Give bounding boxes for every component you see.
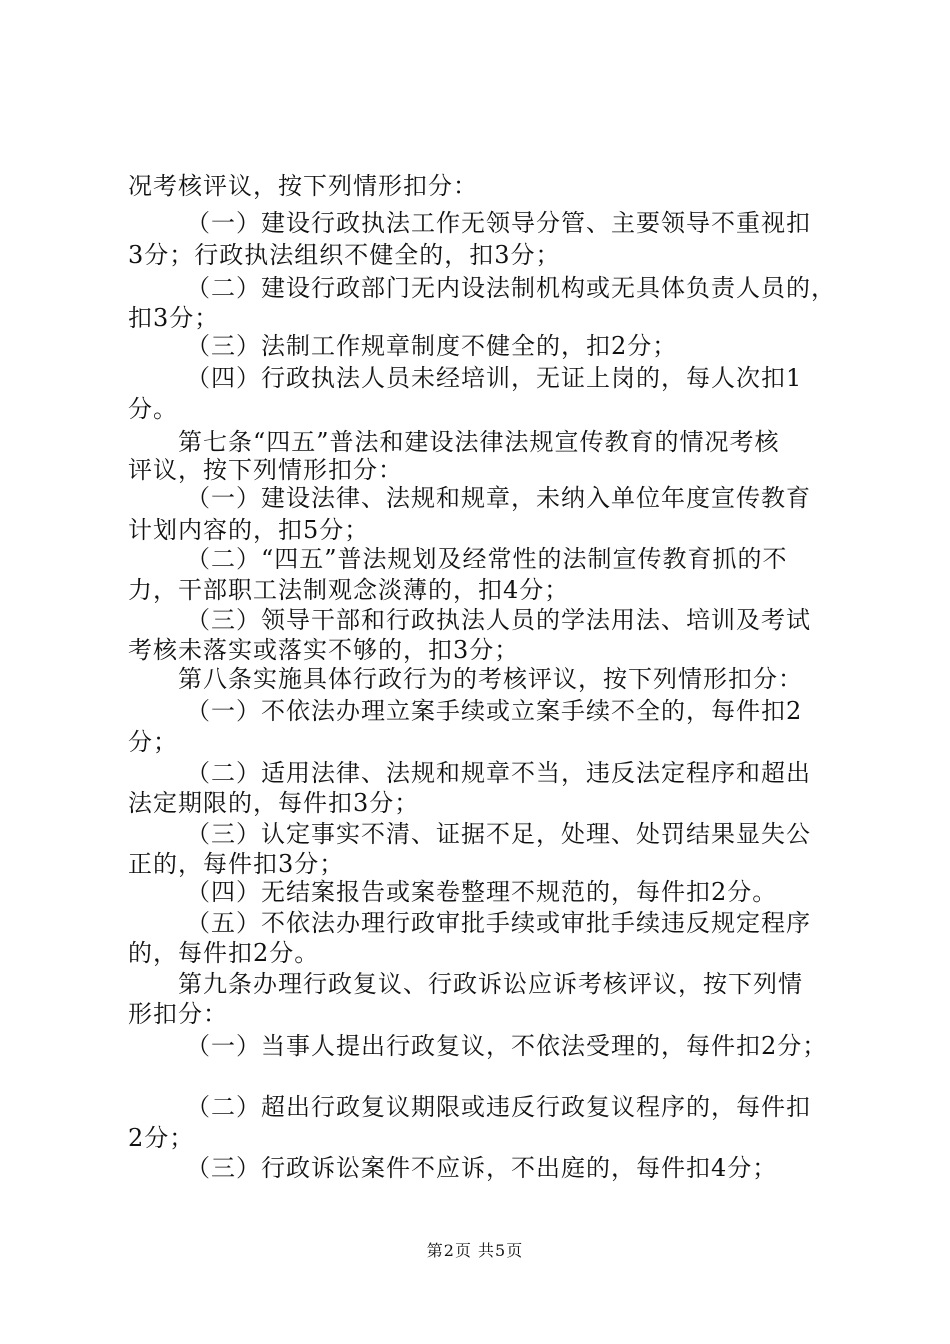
text-line: 形扣分： bbox=[128, 1000, 228, 1028]
text-line: 扣3分； bbox=[128, 304, 220, 332]
text-line: （一）不依法办理立案手续或立案手续不全的，每件扣2 bbox=[186, 697, 803, 725]
text-line: 计划内容的，扣5分； bbox=[128, 516, 370, 544]
text-line: 的，每件扣2分。 bbox=[128, 939, 320, 967]
text-line: （二）“四五”普法规划及经常性的法制宣传教育抓的不 bbox=[186, 545, 788, 573]
text-line: 况考核评议，按下列情形扣分： bbox=[128, 172, 478, 200]
text-line: （一）建设法律、法规和规章，未纳入单位年度宣传教育 bbox=[186, 484, 811, 512]
text-line: （五）不依法办理行政审批手续或审批手续违反规定程序 bbox=[186, 909, 811, 937]
text-line: （三）认定事实不清、证据不足，处理、处罚结果显失公 bbox=[186, 820, 811, 848]
text-line: 力，干部职工法制观念淡薄的，扣4分； bbox=[128, 576, 570, 604]
text-line: （三）领导干部和行政执法人员的学法用法、培训及考试 bbox=[186, 606, 811, 634]
text-line: （二）超出行政复议期限或违反行政复议程序的，每件扣 bbox=[186, 1093, 811, 1121]
text-line: （四）行政执法人员未经培训，无证上岗的，每人次扣1 bbox=[186, 364, 803, 392]
text-line: 评议，按下列情形扣分： bbox=[128, 456, 403, 484]
text-line: （二）适用法律、法规和规章不当，违反法定程序和超出 bbox=[186, 759, 811, 787]
text-line: 分。 bbox=[128, 395, 178, 423]
article-heading: 第七条“四五”普法和建设法律法规宣传教育的情况考核 bbox=[178, 428, 780, 456]
page-number-footer: 第2页 共5页 bbox=[426, 1241, 524, 1260]
text-line: 正的，每件扣3分； bbox=[128, 850, 345, 878]
text-line: 考核未落实或落实不够的，扣3分； bbox=[128, 636, 520, 664]
article-heading: 第八条实施具体行政行为的考核评议，按下列情形扣分： bbox=[178, 665, 803, 693]
article-heading: 第九条办理行政复议、行政诉讼应诉考核评议，按下列情 bbox=[178, 970, 803, 998]
text-line: 2分； bbox=[128, 1124, 195, 1152]
text-line: （四）无结案报告或案卷整理不规范的，每件扣2分。 bbox=[186, 878, 778, 906]
text-line: （一）当事人提出行政复议，不依法受理的，每件扣2分； bbox=[186, 1032, 828, 1060]
text-line: 分； bbox=[128, 728, 178, 756]
text-line: （二）建设行政部门无内设法制机构或无具体负责人员的， bbox=[186, 274, 836, 302]
text-line: （三）法制工作规章制度不健全的，扣2分； bbox=[186, 332, 678, 360]
text-line: （一）建设行政执法工作无领导分管、主要领导不重视扣 bbox=[186, 209, 811, 237]
text-line: 3分；行政执法组织不健全的，扣3分； bbox=[128, 241, 561, 269]
text-line: （三）行政诉讼案件不应诉，不出庭的，每件扣4分； bbox=[186, 1154, 778, 1182]
text-line: 法定期限的，每件扣3分； bbox=[128, 789, 420, 817]
